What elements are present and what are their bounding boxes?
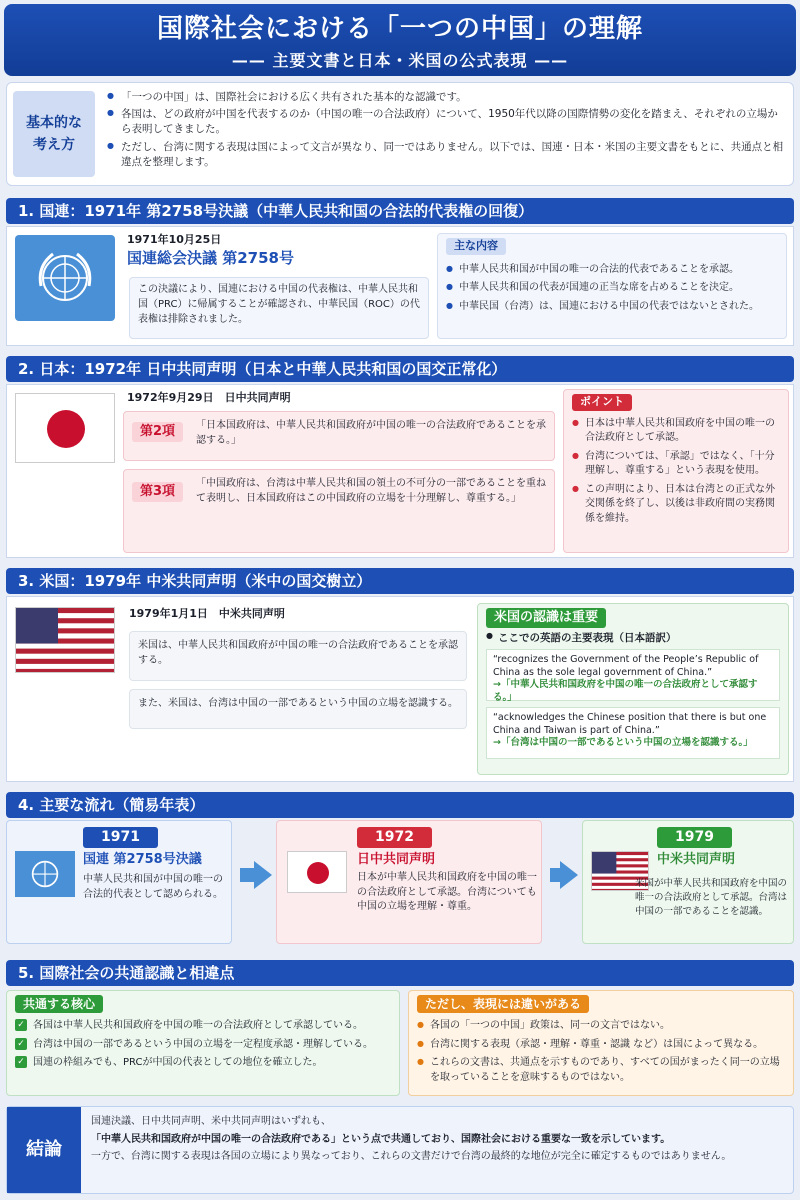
basic-list [107,90,787,172]
section1-panel [6,226,794,346]
basic-item: ● 「一つの中国」は、国際社会における広く共有された基本的な認識です。 [107,90,787,105]
section5-header: 5. 国際社会の共通認識と相違点 [6,960,794,986]
s2-art2-label: 第2項 [132,422,183,442]
s5-right-item: ● 各国の「一つの中国」政策は、同一の文言ではない。 [417,1019,785,1034]
s1-doc-title: 国連総会決議 第2758号 [127,248,294,267]
s2-art3-label: 第3項 [132,482,183,502]
s3-q1-ja: →「中華人民共和国政府を中国の唯一の合法政府として承認する。」 [493,679,758,704]
section2-panel [6,384,794,558]
section3-header: 3. 米国：1979年 中米共同声明（米中の国交樹立） [6,568,794,594]
s1-item: ● 中華民国（台湾）は、国連における中国の代表ではないとされた。 [446,300,778,315]
s2-date: 1972年9月29日 日中共同声明 [127,391,291,404]
s3-q2-en: “acknowledges the Chinese position that there is but one China and Taiwan is part of China.” [493,711,767,736]
c2-head: 日中共同声明 [357,852,436,867]
us-flag-icon [15,607,115,673]
c1-text: 中華人民共和国が中国の唯一の合法的代表として認められる。 [83,874,223,900]
s2-tag: ポイント [572,394,632,411]
section4-header: 4. 主要な流れ（簡易年表） [6,792,794,818]
s2-list [572,417,780,527]
japan-flag-icon [287,851,347,893]
c2-year: 1972 [357,827,432,848]
s5-right-tag: ただし、表現には違いがある [417,995,589,1013]
timeline-card-1979 [582,820,794,944]
conclusion-line: 一方で、台湾に関する表現は各国の立場により異なっており、これらの文書だけで台湾の最終的な地位が完全に確定するものではありません。 [91,1151,732,1162]
s5-right-item: ● 台湾に関する表現（承認・理解・尊重・認識 など）は国によって異なる。 [417,1038,785,1053]
conclusion-line: 「中華人民共和国政府が中国の唯一の合法政府である」という点で共通しており、国際社会における重要な一致を示しています。 [91,1133,671,1145]
basic-item: ● 各国は、どの政府が中国を代表するのか（中国の唯一の合法政府）について、1950年代以降の国際情勢の変化を踏まえ、それぞれの立場から表明してきました。 [107,107,787,137]
basic-concept-panel [6,82,794,186]
c1-year: 1971 [83,827,158,848]
check-item: ✓ 台湾は中国の一部であるという中国の立場を一定程度承認・理解している。 [15,1038,391,1053]
arrow-right-icon [560,861,578,889]
section5-panel [6,990,794,1100]
s1-list [446,263,778,315]
c3-year: 1979 [657,827,732,848]
s2-item: ● 日本は中華人民共和国政府を中国の唯一の合法政府として承認。 [572,417,780,446]
s2-art2-text: 「日本国政府は、中華人民共和国政府が中国の唯一の合法政府であることを承認する。」 [196,420,546,446]
c1-head: 国連 第2758号決議 [83,852,202,867]
un-emblem-icon [15,235,115,321]
c3-text: 米国が中華人民共和国政府を中国の唯一の合法政府として承認。台湾は中国の一部であることを認識。 [635,878,788,917]
s1-item: ● 中華人民共和国の代表が国連の正当な席を占めることを決定。 [446,281,778,296]
page-title: 国際社会における「一つの中国」の理解 [156,14,643,44]
section2-header: 2. 日本：1972年 日中共同声明（日本と中華人民共和国の国交正常化） [6,356,794,382]
c3-head: 中米共同声明 [657,852,736,867]
s2-item: ● 台湾については、「承認」ではなく、「十分理解し、尊重する」という表現を使用。 [572,450,780,479]
check-item: ✓ 国連の枠組みでも、PRCが中国の代表としての地位を確立した。 [15,1056,391,1071]
section3-panel: 1979年1月1日 中米共同声明 米国は、中華人民共和国政府が中国の唯一の合法政府であることを承認する。 また、米国は、台湾は中国の一部であるという中国の立場を認識する。 米国の認識は重要 ● ここでの英語の主要表現（日本語訳） “recognizes the Government of the People’s Republic of China as the sole legal government of China.” →「中華人民共和国政府を中国の唯一の合法政府として承認する。」 “acknowledges the Chinese position that there is but one China and Taiwan is part of China.” →「台湾は中国の一部であるという中国の立場を認識する。」 [6,596,794,782]
s1-body: この決議により、国連における中国の代表権は、中華人民共和国（PRC）に帰属することが確認され、中華民国（ROC）の代表権は排除されました。 [138,284,420,325]
s1-item: ● 中華人民共和国が中国の唯一の合法的代表であることを承認。 [446,263,778,278]
check-item: ✓ 各国は中華人民共和国政府を中国の唯一の合法政府として承認している。 [15,1019,391,1034]
un-emblem-icon [15,851,75,897]
s1-tag: 主な内容 [446,238,506,255]
s5-left-tag: 共通する核心 [15,995,103,1013]
timeline-card-1971 [6,820,232,944]
s3-p1: 米国は、中華人民共和国政府が中国の唯一の合法政府であることを承認する。 [138,640,458,666]
section1-header: 1. 国連：1971年 第2758号決議（中華人民共和国の合法的代表権の回復） [6,198,794,224]
s2-art3-text: 「中国政府は、台湾は中華人民共和国の領土の不可分の一部であることを重ねて表明し、日本国政府はこの中国政府の立場を十分理解し、尊重する。」 [196,478,546,504]
s3-sub: ここでの英語の主要表現（日本語訳） [498,631,677,644]
s3-p2: また、米国は、台湾は中国の一部であるという中国の立場を認識する。 [138,698,458,709]
page-header [4,4,796,76]
s5-right-list [417,1019,785,1085]
s2-item: ● この声明により、日本は台湾との正式な外交関係を終了し、以後は非政府間の実務関係を維持。 [572,483,780,527]
s3-q1-en: “recognizes the Government of the People’s Republic of China as the sole legal government of China.” [493,653,759,678]
s3-tag: 米国の認識は重要 [486,608,606,628]
basic-label: 基本的な 考え方 [13,91,95,177]
japan-flag-icon [15,393,115,463]
timeline-card-1972 [276,820,542,944]
conclusion-label: 結論 [7,1107,81,1193]
s3-q2-ja: →「台湾は中国の一部であるという中国の立場を認識する。」 [493,737,753,749]
c2-text: 日本が中華人民共和国政府を中国の唯一の合法政府として承認。台湾についても中国の立場を理解・尊重。 [357,872,537,912]
page-subtitle: —— 主要文書と日本・米国の公式表現 —— [231,51,569,71]
conclusion-panel [6,1106,794,1194]
s5-left-list [15,1019,391,1071]
section4-timeline [6,820,794,948]
s3-date: 1979年1月1日 中米共同声明 [129,607,285,620]
arrow-right-icon [254,861,272,889]
basic-item: ● ただし、台湾に関する表現は国によって文言が異なり、同一ではありません。以下では、国連・日本・米国の主要文書をもとに、共通点と相違点を整理します。 [107,140,787,170]
conclusion-line: 国連決議、日中共同声明、米中共同声明はいずれも、 [91,1116,331,1127]
s5-right-item: ● これらの文書は、共通点を示すものであり、すべての国がまったく同一の立場を取っていることを意味するものではない。 [417,1056,785,1085]
s1-date: 1971年10月25日 [127,233,222,246]
